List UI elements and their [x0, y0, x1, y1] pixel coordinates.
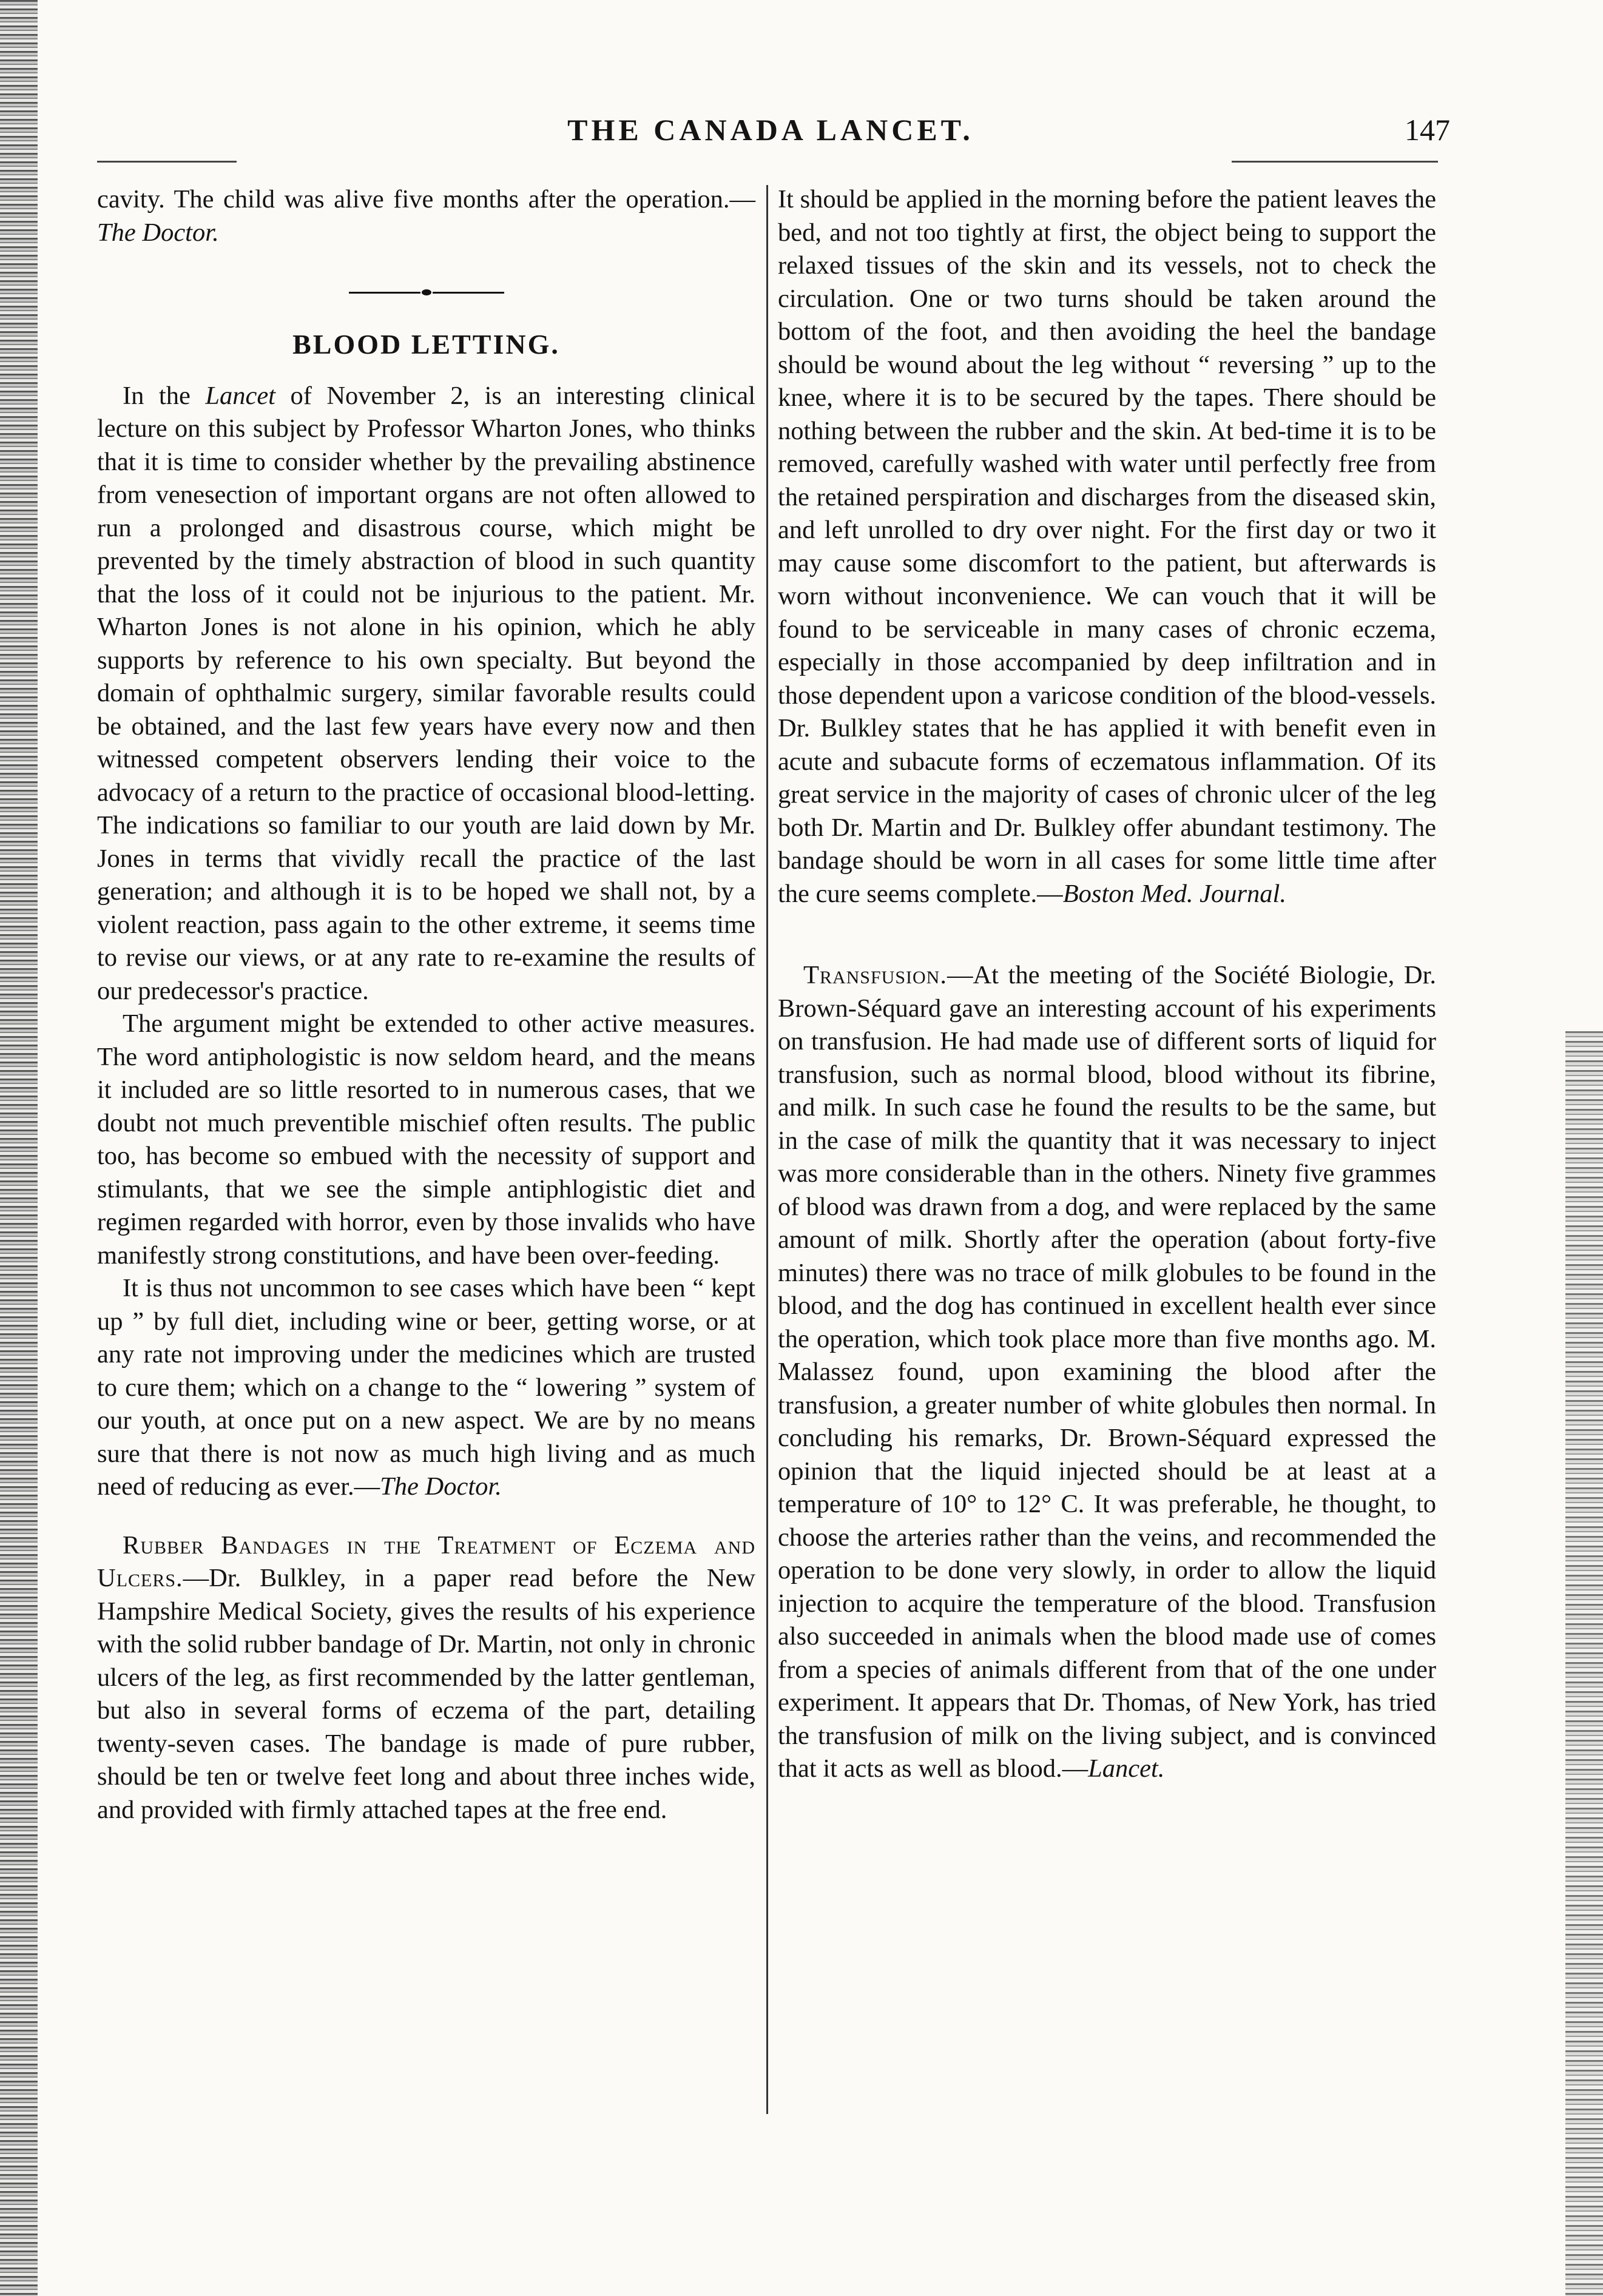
header-rule	[97, 161, 237, 163]
source-citation: Boston Med. Journal.	[1062, 879, 1286, 908]
page-header	[91, 112, 1450, 155]
right-column	[778, 183, 1436, 1786]
source-citation: Lancet.	[1088, 1754, 1165, 1783]
article-paragraph: Transfusion.—At the meeting of the Société Biologie, Dr. Brown-Séquard gave an interesting account of his experiments on transfusion. He had made use of different sorts of liquid for transfusion, such as normal blood, blood without its fibrine, and milk. In such case he found the results to be the same, but in the case of milk the quantity that it was necessary to inject was more considerable than in the others. Ninety five grammes of blood was drawn from a dog, and were replaced by the same amount of milk. Shortly after the operation (about forty-five minutes) there was no trace of milk globules to be found in the blood, and the dog has continued in excellent health ever since the operation, which took place more than five months ago. M. Malassez found, upon examining the blood after the transfusion, a greater number of white globules then normal. In concluding his remarks, Dr. Brown-Séquard expressed the opinion that the liquid injected should be at least at a temperature of 10° to 12° C. It was preferable, he thought, to choose the arteries rather than the veins, and recommended the operation to be done very slowly, in order to allow the liquid injection to acquire the temperature of the blood. Transfusion also succeeded in animals when the blood made use of comes from a species of animals different from that of the one under experiment. It appears that Dr. Thomas, of New York, has tried the transfusion of milk on the living subject, and is convinced that it acts as well as blood.—Lancet.	[778, 961, 1436, 1783]
header-rule	[1232, 161, 1438, 163]
binding-edge-right	[1565, 1031, 1603, 2296]
source-citation: The Doctor.	[97, 218, 219, 247]
journal-name: Lancet	[205, 381, 275, 410]
article-paragraph: Rubber Bandages in the Treatment of Eczema and Ulcers.—Dr. Bulkley, in a paper read before the New Hampshire Medical Society, gives the results of his experience with the solid rubber bandage of Dr. Martin, not only in chronic ulcers of the leg, as first recommended by the latter gentleman, but also in several forms of eczema of the part, detailing twenty-seven cases. The bandage is made of pure rubber, should be ten or twelve feet long and about three inches wide, and provided with firmly attached tapes at the free end.	[97, 1530, 755, 1824]
source-citation: The Doctor.	[380, 1472, 502, 1501]
running-title: THE CANADA LANCET.	[567, 113, 974, 147]
column-divider	[766, 185, 768, 2114]
article-paragraph: It is thus not uncommon to see cases which have been “ kept up ” by full diet, including wine or beer, getting worse, or at any rate not improving under the medicines which are trusted to cure them; which on a change to the “ lowering ” system of our youth, at once put on a new aspect. We are by no means sure that there is not now as much high living and as much need of reducing as ever.—The Doctor.	[97, 1274, 755, 1501]
article-title: BLOOD LETTING.	[292, 329, 560, 360]
article-paragraph: The argument might be extended to other active measures. The word antiphologistic is now seldom heard, and the means it included are so little resorted to in numerous cases, that we doubt not much preventible mischief often results. The public too, has become so embued with the necessity of support and stimulants, that we see the simple antiphlogistic diet and regimen regarded with horror, even by those invalids who have manifestly strong constitutions, and have been over-feeding.	[97, 1009, 755, 1270]
article-paragraph: In the Lancet of November 2, is an interesting clinical lecture on this subject by Professor Wharton Jones, who thinks that it is time to consider whether by the prevailing abstinence from venesection of important organs are not often allowed to run a prolonged and disastrous course, which might be prevented by the timely abstraction of blood in such quantity that the loss of it could not be injurious to the patient. Mr. Wharton Jones is not alone in his opinion, which he ably supports by reference to his own specialty. But beyond the domain of ophthalmic surgery, similar favorable results could be obtained, and the last few years have every now and then witnessed competent observers lending their voice to the advocacy of a return to the practice of occasional blood-letting. The indications so familiar to our youth are laid down by Mr. Jones in terms that vividly recall the practice of the last generation; and although it is to be hoped we shall not, by a violent reaction, pass again to the other extreme, it seems time to revise our views, or at any rate to re-examine the results of our predecessor's practice.	[97, 381, 756, 1005]
article-heading: Transfusion.	[803, 961, 947, 989]
page-number: 147	[1405, 113, 1450, 147]
continued-paragraph: cavity. The child was alive five months after the operation.—The Doctor.	[97, 185, 755, 247]
left-column	[97, 183, 755, 1826]
section-separator	[97, 289, 755, 295]
article-heading: Rubber Bandages in the Treatment of Eczema and Ulcers.	[97, 1530, 755, 1592]
continued-paragraph: It should be applied in the morning before the patient leaves the bed, and not too tightly at first, the object being to support the relaxed tissues of the skin and its vessels, not to check the circulation. One or two turns should be taken around the bottom of the foot, and then avoiding the heel the bandage should be wound about the leg without “ reversing ” up to the knee, where it is to be secured by the tapes. There should be nothing between the rubber and the skin. At bed-time it is to be removed, carefully washed with water until perfectly free from the retained perspiration and discharges from the diseased skin, and left unrolled to dry over night. For the first day or two it may cause some discomfort to the patient, but afterwards is worn without inconvenience. We can vouch that it will be found to be serviceable in many cases of chronic eczema, especially in those accompanied by deep infiltration and in those dependent upon a varicose condition of the blood-vessels. Dr. Bulkley states that he has applied it with benefit even in acute and subacute forms of eczematous inflammation. Of its great service in the majority of cases of chronic ulcer of the leg both Dr. Martin and Dr. Bulkley offer abundant testimony. The bandage should be worn in all cases for some little time after the cure seems complete.—Boston Med. Journal.	[778, 185, 1436, 908]
binding-edge	[0, 0, 38, 2296]
